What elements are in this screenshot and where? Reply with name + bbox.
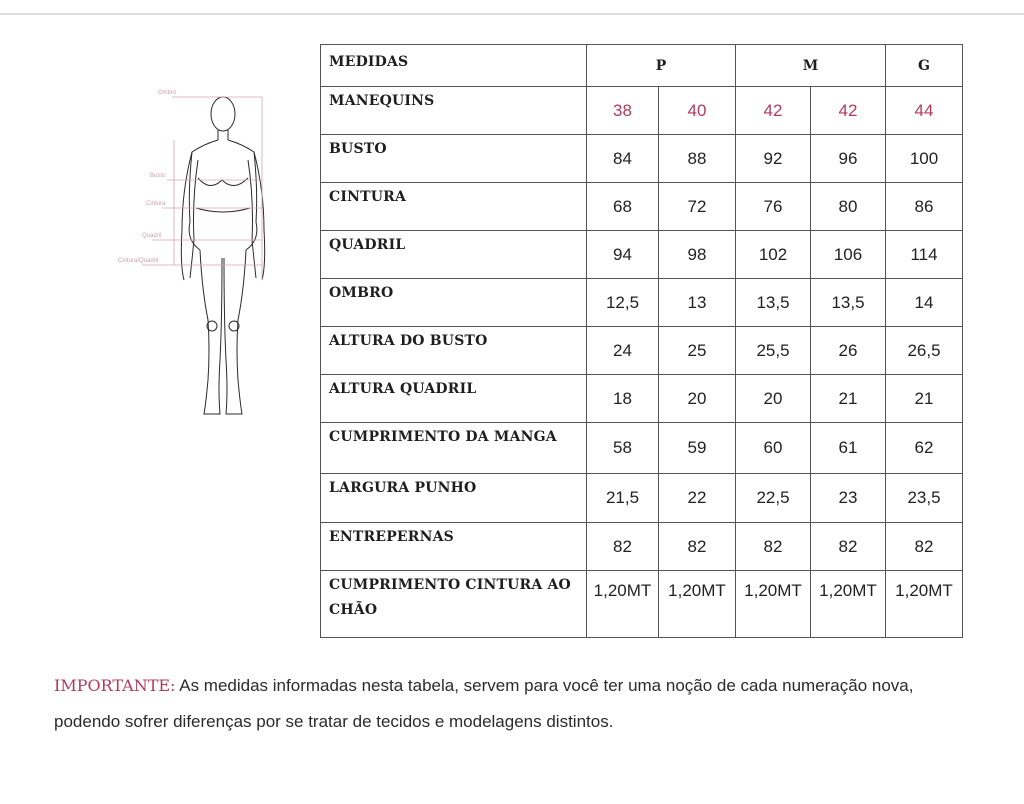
table-row (321, 87, 963, 135)
table-row (321, 375, 963, 423)
value-cell: 80 (811, 183, 886, 231)
size-group-m: M (736, 45, 886, 87)
value-cell: 96 (811, 135, 886, 183)
value-cell: 13,5 (811, 279, 886, 327)
value-cell: 58 (587, 423, 659, 474)
table-row (321, 135, 963, 183)
size-group-g: G (886, 45, 963, 87)
value-cell: 25 (659, 327, 736, 375)
value-cell: 92 (736, 135, 811, 183)
value-cell: 13 (659, 279, 736, 327)
row-label: OMBRO (321, 279, 587, 327)
value-cell: 114 (886, 231, 963, 279)
value-cell: 14 (886, 279, 963, 327)
row-label: ENTREPERNAS (321, 523, 587, 571)
value-cell: 21 (886, 375, 963, 423)
value-cell: 100 (886, 135, 963, 183)
figure-label: Busto (150, 173, 166, 179)
value-cell: 20 (659, 375, 736, 423)
value-cell: 62 (886, 423, 963, 474)
value-cell: 82 (659, 523, 736, 571)
important-label: IMPORTANTE: (54, 676, 176, 695)
value-cell: 106 (811, 231, 886, 279)
value-cell: 102 (736, 231, 811, 279)
value-cell: 12,5 (587, 279, 659, 327)
value-cell: 25,5 (736, 327, 811, 375)
value-cell: 1,20MT (587, 571, 659, 638)
important-text: As medidas informadas nesta tabela, servem para você ter uma noção de cada numeração nova, podendo sofrer diferenças por se tratar de tecidos e modelagens distintos. (54, 676, 914, 731)
mannequin-cell: 44 (886, 87, 963, 135)
mannequin-cell: 42 (736, 87, 811, 135)
value-cell: 21 (811, 375, 886, 423)
row-label: BUSTO (321, 135, 587, 183)
value-cell: 22 (659, 474, 736, 523)
value-cell: 86 (886, 183, 963, 231)
value-cell: 1,20MT (811, 571, 886, 638)
important-note (54, 668, 984, 740)
row-label: QUADRIL (321, 231, 587, 279)
value-cell: 72 (659, 183, 736, 231)
table-row (321, 474, 963, 523)
row-label: LARGURA PUNHO (321, 474, 587, 523)
value-cell: 21,5 (587, 474, 659, 523)
row-label: ALTURA DO BUSTO (321, 327, 587, 375)
value-cell: 23,5 (886, 474, 963, 523)
value-cell: 88 (659, 135, 736, 183)
table-row (321, 571, 963, 638)
value-cell: 26,5 (886, 327, 963, 375)
value-cell: 94 (587, 231, 659, 279)
table-row (321, 279, 963, 327)
figure-label: Ombro (158, 90, 177, 96)
figure-label: Cintura (146, 201, 166, 207)
value-cell: 26 (811, 327, 886, 375)
row-label: CINTURA (321, 183, 587, 231)
table-row (321, 327, 963, 375)
table-row (321, 423, 963, 474)
mannequin-cell: 42 (811, 87, 886, 135)
size-table (320, 44, 963, 638)
body-measurement-figure (112, 80, 287, 425)
value-cell: 59 (659, 423, 736, 474)
value-cell: 20 (736, 375, 811, 423)
value-cell: 60 (736, 423, 811, 474)
table-row (321, 183, 963, 231)
value-cell: 61 (811, 423, 886, 474)
top-divider (0, 13, 1024, 15)
value-cell: 68 (587, 183, 659, 231)
value-cell: 82 (736, 523, 811, 571)
value-cell: 1,20MT (886, 571, 963, 638)
value-cell: 82 (587, 523, 659, 571)
value-cell: 76 (736, 183, 811, 231)
value-cell: 18 (587, 375, 659, 423)
size-group-p: P (587, 45, 736, 87)
value-cell: 13,5 (736, 279, 811, 327)
mannequin-cell: 40 (659, 87, 736, 135)
row-label: MANEQUINS (321, 87, 587, 135)
value-cell: 1,20MT (659, 571, 736, 638)
value-cell: 82 (811, 523, 886, 571)
table-header-row (321, 45, 963, 87)
value-cell: 1,20MT (736, 571, 811, 638)
value-cell: 22,5 (736, 474, 811, 523)
value-cell: 84 (587, 135, 659, 183)
value-cell: 24 (587, 327, 659, 375)
table-row (321, 523, 963, 571)
value-cell: 23 (811, 474, 886, 523)
figure-label: Cintura/Quadril (118, 258, 159, 264)
row-label: CUMPRIMENTO DA MANGA (321, 423, 587, 474)
row-label: CUMPRIMENTO CINTURA AO CHÃO (321, 571, 587, 638)
row-label: ALTURA QUADRIL (321, 375, 587, 423)
table-row (321, 231, 963, 279)
value-cell: 98 (659, 231, 736, 279)
figure-label: Quadril (142, 233, 162, 239)
header-label: MEDIDAS (321, 45, 587, 87)
mannequin-cell: 38 (587, 87, 659, 135)
value-cell: 82 (886, 523, 963, 571)
